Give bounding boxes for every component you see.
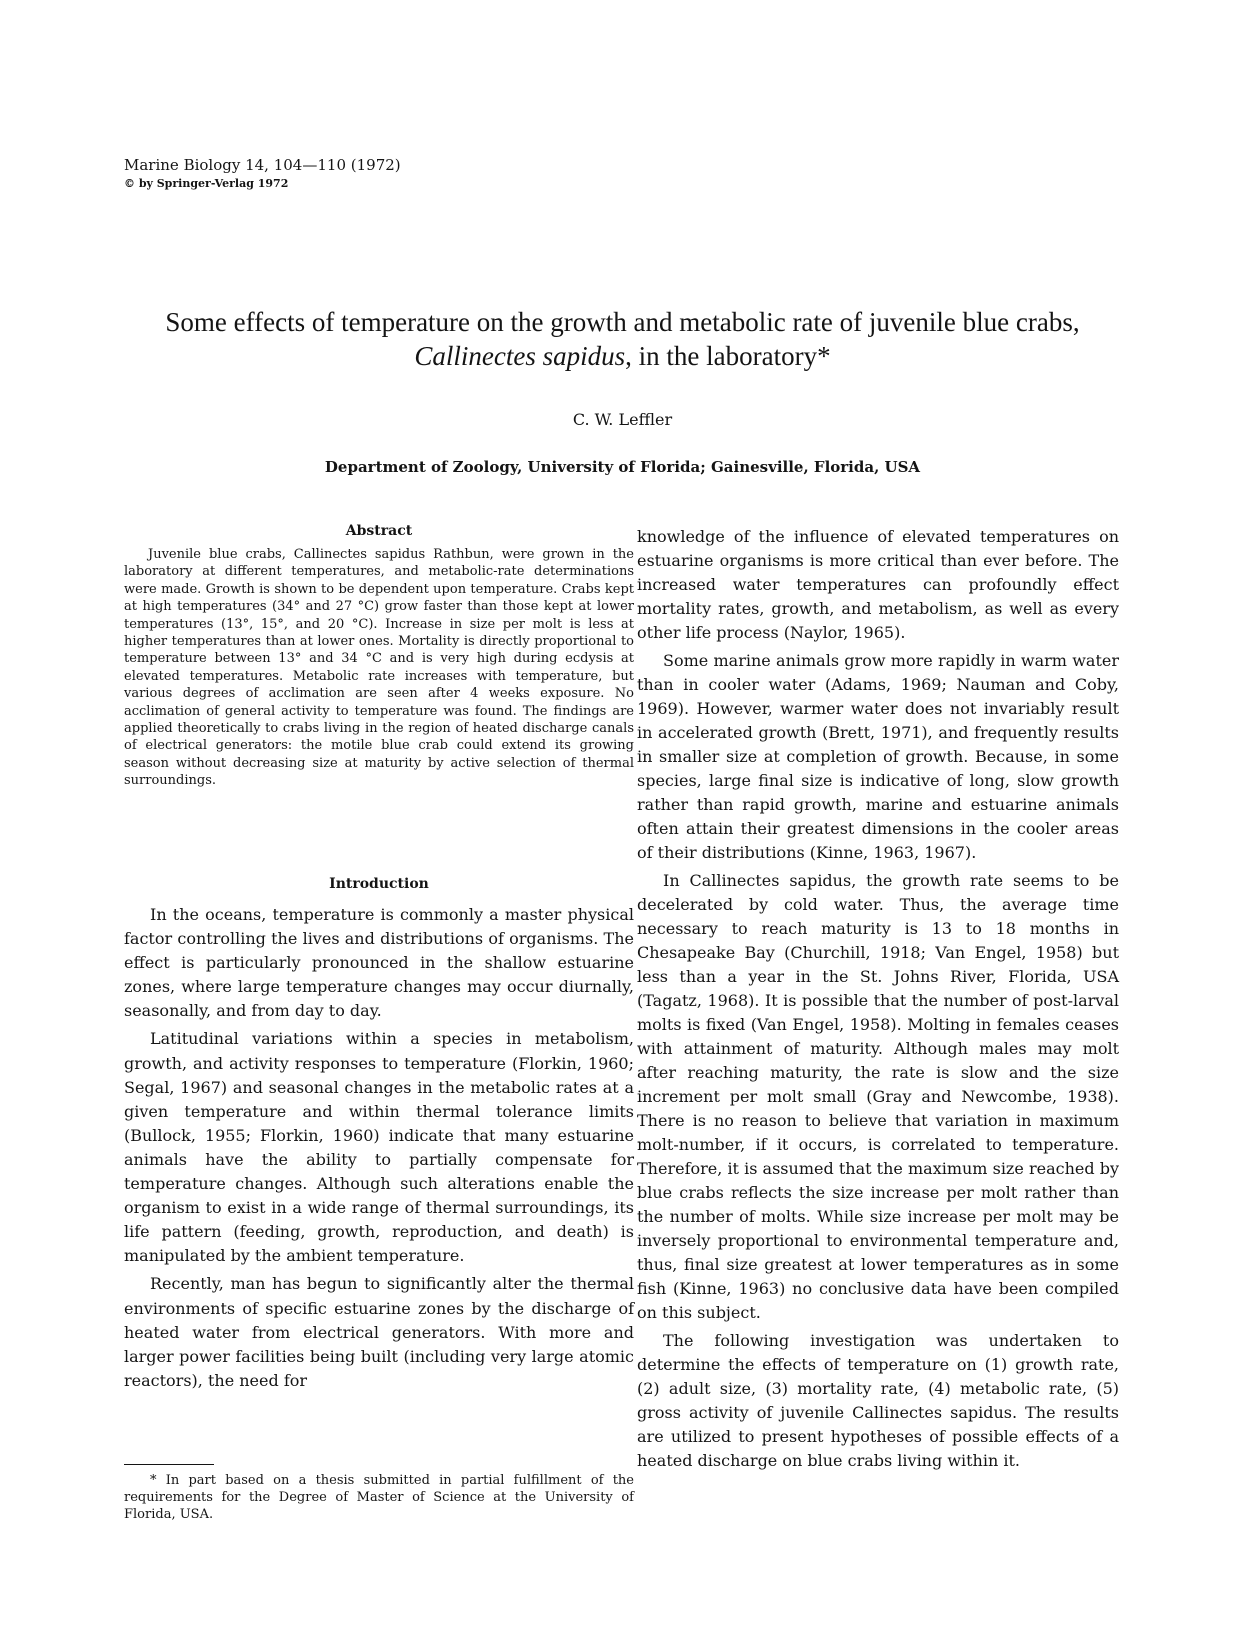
intro-paragraph: knowledge of the influence of elevated temperatures on estuarine organisms is more critical than ever before. The increased water temperatures can profoundly effect mortality rates, growth, and metabolism, as well as every other life process (Naylor, 1965). — [637, 527, 1119, 642]
copyright-line: © by Springer-Verlag 1972 — [124, 177, 289, 190]
journal-citation: Marine Biology 14, 104—110 (1972) — [124, 156, 401, 174]
left-column-body — [124, 903, 634, 1397]
intro-paragraph: Some marine animals grow more rapidly in warm water than in cooler water (Adams, 1969; Nauman and Coby, 1969). However, warmer water does not invariably result in accelerated growth (Brett, 1971), and frequently results in smaller size at completion of growth. Because, in some species, large final size is indicative of long, slow growth rather than rapid growth, marine and estuarine animals often attain their greatest dimensions in the cooler areas of their distributions (Kinne, 1963, 1967). — [637, 651, 1119, 862]
title-line-2: , in the laboratory* — [625, 341, 831, 371]
footnote: * In part based on a thesis submitted in partial fulfillment of the requirements for the Degree of Master of Science at the University of Florida, USA. — [124, 1473, 634, 1522]
intro-paragraph: Recently, man has begun to significantly alter the thermal environments of specific estuarine zones by the discharge of heated water from electrical generators. With more and larger power facilities being built (including very large atomic reactors), the need for — [124, 1274, 634, 1390]
author-name: C. W. Leffler — [572, 410, 673, 429]
intro-paragraph: The following investigation was undertaken to determine the effects of temperature on (1) growth rate, (2) adult size, (3) mortality rate, (4) metabolic rate, (5) gross activity of juvenile Callinectes sapidus. The results are utilized to present hypotheses of possible effects of a heated discharge on blue crabs living within it. — [637, 1331, 1119, 1470]
right-column-body — [637, 525, 1119, 1477]
footnote-divider — [124, 1464, 214, 1465]
intro-paragraph: In the oceans, temperature is commonly a master physical factor controlling the lives and distributions of organisms. The effect is particularly pronounced in the shallow estuarine zones, where large temperature changes may occur diurnally, seasonally, and from day to day. — [124, 905, 634, 1021]
intro-paragraph: Latitudinal variations within a species in metabolism, growth, and activity responses to temperature (Florkin, 1960; Segal, 1967) and seasonal changes in the metabolic rates at a given temperature and within thermal tolerance limits (Bullock, 1955; Florkin, 1960) indicate that many estuarine animals have the ability to partially compensate for temperature changes. Although such alterations enable the organism to exist in a wide range of thermal surroundings, its life pattern (feeding, growth, reproduction, and death) is manipulated by the ambient temperature. — [124, 1029, 634, 1266]
abstract-text: Juvenile blue crabs, Callinectes sapidus Rathbun, were grown in the laboratory at different temperatures, and metabolic-rate determinations were made. Growth is shown to be dependent upon temperature. Crabs kept at high temperatures (34° and 27 °C) grow faster than those kept at lower temperatures (13°, 15°, and 20 °C). Increase in size per molt is less at higher temperatures than at lower ones. Mortality is directly proportional to temperature between 13° and 34 °C and is very high during ecdysis at elevated temperatures. Metabolic rate increases with temperature, but various degrees of acclimation are seen after 4 weeks exposure. No acclimation of general activity to temperature was found. The findings are applied theoretically to crabs living in the region of heated discharge canals of electrical generators: the motile blue crab could extend its growing season without decreasing size at maturity by active selection of thermal surroundings. — [124, 547, 634, 789]
introduction-heading: Introduction — [329, 876, 429, 892]
title-line-1: Some effects of temperature on the growth and metabolic rate of juvenile blue crabs, — [165, 307, 1080, 337]
abstract-heading: Abstract — [345, 523, 413, 539]
author-affiliation: Department of Zoology, University of Florida; Gainesville, Florida, USA — [324, 458, 921, 476]
intro-paragraph: In Callinectes sapidus, the growth rate seems to be decelerated by cold water. Thus, the average time necessary to reach maturity is 13 to 18 months in Chesapeake Bay (Churchill, 1918; Van Engel, 1958) but less than a year in the St. Johns River, Florida, USA (Tagatz, 1968). It is possible that the number of post-larval molts is fixed (Van Engel, 1958). Molting in females ceases with attainment of maturity. Although males may molt after reaching maturity, the rate is slow and the size increment per molt small (Gray and Newcombe, 1938). There is no reason to believe that variation in maximum molt-number, if it occurs, is correlated to temperature. Therefore, it is assumed that the maximum size reached by blue crabs reflects the size increase per molt rather than the number of molts. While size increase per molt may be inversely proportional to environmental temperature and, thus, final size greatest at lower temperatures as in some fish (Kinne, 1963) no conclusive data have been compiled on this subject. — [637, 871, 1119, 1322]
title-species: Callinectes sapidus — [414, 341, 626, 371]
paper-title — [80, 305, 1165, 373]
